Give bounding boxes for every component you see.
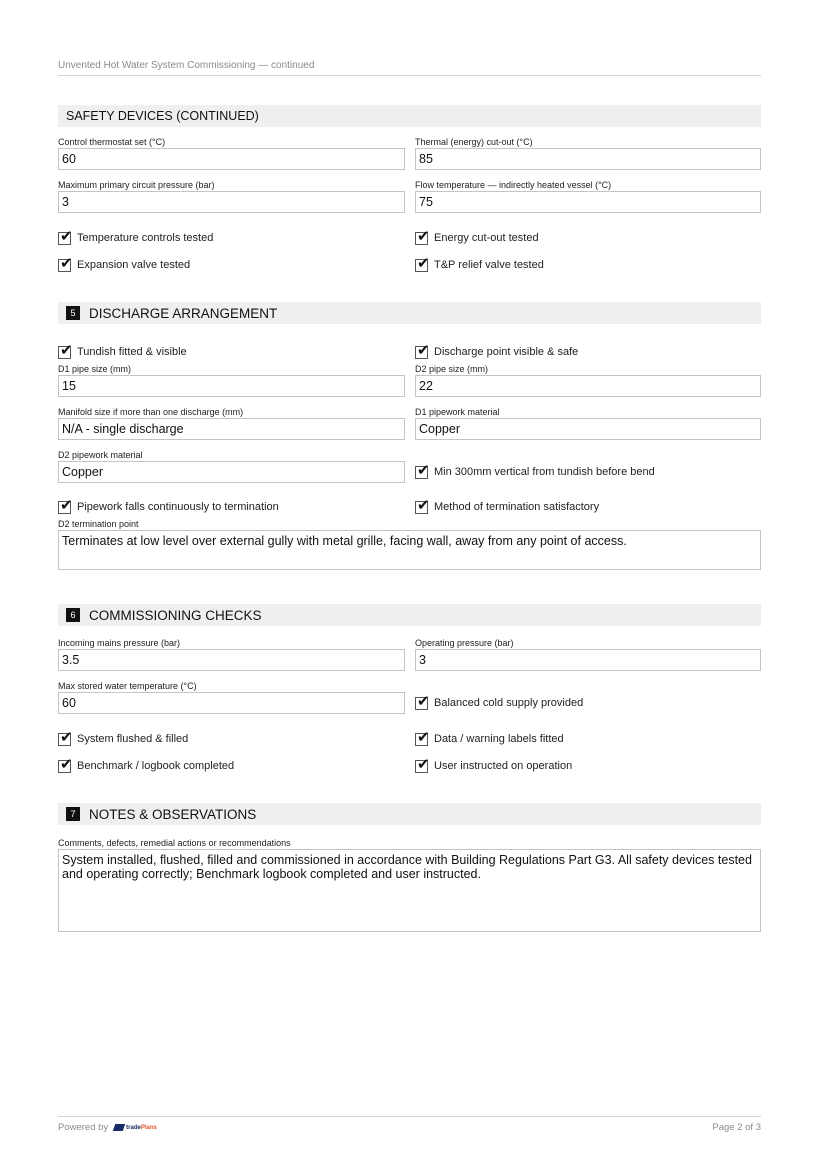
- checkbox-expansion-valve-tested[interactable]: [58, 253, 191, 273]
- checkbox-label: System flushed & filled: [77, 733, 189, 745]
- section-heading-safety-devices: [58, 105, 761, 127]
- checkbox-label: Method of termination satisfactory: [434, 501, 600, 513]
- operating-pressure-field[interactable]: 3: [415, 649, 761, 671]
- section-heading-discharge-arrangement: [58, 302, 761, 324]
- page-footer: [58, 1116, 761, 1133]
- logo-text-trade: trade: [126, 1124, 141, 1131]
- checkbox-label: Balanced cold supply provided: [434, 697, 584, 709]
- thermal-cutout-field[interactable]: 85: [415, 148, 761, 170]
- section-title: NOTES & OBSERVATIONS: [89, 806, 257, 822]
- section-number-badge: 5: [66, 306, 80, 320]
- d2-termination-label: D2 termination point: [58, 519, 139, 529]
- max-primary-pressure-field[interactable]: 3: [58, 191, 405, 213]
- checkbox-temperature-controls-tested[interactable]: [58, 226, 214, 246]
- checkbox-label: Data / warning labels fitted: [434, 733, 564, 745]
- checkbox-box[interactable]: [415, 460, 430, 479]
- check-mark-icon: ✔: [60, 253, 73, 272]
- max-primary-pressure-label: Maximum primary circuit pressure (bar): [58, 180, 215, 190]
- control-thermostat-label: Control thermostat set (°C): [58, 137, 166, 147]
- d2-material-field[interactable]: Copper: [58, 461, 405, 483]
- check-mark-icon: ✔: [417, 727, 430, 746]
- check-mark-icon: ✔: [60, 754, 73, 773]
- check-mark-icon: ✔: [417, 340, 430, 359]
- checkbox-user-instructed[interactable]: [415, 754, 573, 774]
- mains-pressure-field[interactable]: 3.5: [58, 649, 405, 671]
- checkbox-box[interactable]: [58, 727, 73, 746]
- checkbox-min-vertical[interactable]: [415, 460, 655, 480]
- checkbox-label: Pipework falls continuously to termination: [77, 501, 279, 513]
- checkbox-label: Temperature controls tested: [77, 232, 214, 244]
- section-title: SAFETY DEVICES (CONTINUED): [66, 109, 259, 123]
- check-mark-icon: ✔: [417, 754, 430, 773]
- d2-pipe-size-field[interactable]: 22: [415, 375, 761, 397]
- manifold-size-field[interactable]: N/A - single discharge: [58, 418, 405, 440]
- powered-by: [58, 1122, 157, 1133]
- powered-by-text: Powered by: [58, 1122, 109, 1133]
- checkbox-label: Energy cut-out tested: [434, 232, 539, 244]
- mains-pressure-label: Incoming mains pressure (bar): [58, 638, 181, 648]
- section-title: DISCHARGE ARRANGEMENT: [89, 305, 278, 321]
- max-stored-temp-label: Max stored water temperature (°C): [58, 681, 197, 691]
- comments-label: Comments, defects, remedial actions or recommendations: [58, 838, 291, 848]
- check-mark-icon: ✔: [417, 253, 430, 272]
- checkbox-box[interactable]: [415, 754, 430, 773]
- flow-temperature-field[interactable]: 75: [415, 191, 761, 213]
- manifold-size-label: Manifold size if more than one discharge (mm): [58, 407, 244, 417]
- operating-pressure-label: Operating pressure (bar): [415, 638, 514, 648]
- page-header: Unvented Hot Water System Commissioning — continued: [58, 60, 761, 76]
- checkbox-label: Expansion valve tested: [77, 259, 191, 271]
- d1-pipe-size-label: D1 pipe size (mm): [58, 364, 132, 374]
- checkbox-box[interactable]: [415, 691, 430, 710]
- section-heading-notes-observations: [58, 803, 761, 825]
- checkbox-benchmark-completed[interactable]: [58, 754, 235, 774]
- page-number: Page 2 of 3: [712, 1122, 761, 1133]
- checkbox-box[interactable]: [58, 226, 73, 245]
- checkbox-box[interactable]: [58, 495, 73, 514]
- d2-material-label: D2 pipework material: [58, 450, 143, 460]
- checkbox-label: Min 300mm vertical from tundish before bend: [434, 466, 655, 478]
- checkbox-label: Discharge point visible & safe: [434, 346, 579, 358]
- checkbox-discharge-point-visible[interactable]: [415, 340, 579, 360]
- checkbox-energy-cutout-tested[interactable]: [415, 226, 539, 246]
- max-stored-temp-field[interactable]: 60: [58, 692, 405, 714]
- checkbox-tundish-fitted[interactable]: [58, 340, 187, 360]
- d1-material-field[interactable]: Copper: [415, 418, 761, 440]
- section-number-badge: 6: [66, 608, 80, 622]
- checkbox-label: Benchmark / logbook completed: [77, 760, 235, 772]
- check-mark-icon: ✔: [60, 727, 73, 746]
- check-mark-icon: ✔: [60, 226, 73, 245]
- d1-pipe-size-field[interactable]: 15: [58, 375, 405, 397]
- checkbox-system-flushed[interactable]: [58, 727, 189, 747]
- checkbox-termination-method[interactable]: [415, 495, 600, 515]
- checkbox-box[interactable]: [415, 253, 430, 272]
- logo-text-plans: Plans: [140, 1124, 157, 1131]
- check-mark-icon: ✔: [417, 460, 430, 479]
- checkbox-balanced-cold-supply[interactable]: [415, 691, 584, 711]
- check-mark-icon: ✔: [60, 495, 73, 514]
- checkbox-pipework-falls[interactable]: [58, 495, 279, 515]
- checkbox-box[interactable]: [58, 340, 73, 359]
- tradeplans-logo: [114, 1124, 157, 1131]
- section-heading-commissioning-checks: [58, 604, 761, 626]
- checkbox-tp-relief-valve-tested[interactable]: [415, 253, 544, 273]
- checkbox-box[interactable]: [415, 226, 430, 245]
- d1-material-label: D1 pipework material: [415, 407, 500, 417]
- d2-pipe-size-label: D2 pipe size (mm): [415, 364, 489, 374]
- checkbox-box[interactable]: [58, 754, 73, 773]
- checkbox-labels-fitted[interactable]: [415, 727, 564, 747]
- d2-termination-field[interactable]: Terminates at low level over external gully with metal grille, facing wall, away from any point of access.: [58, 530, 761, 570]
- control-thermostat-field[interactable]: 60: [58, 148, 405, 170]
- checkbox-box[interactable]: [415, 727, 430, 746]
- checkbox-box[interactable]: [415, 340, 430, 359]
- logo-mark-icon: [113, 1124, 126, 1131]
- logo-text: [126, 1125, 157, 1131]
- check-mark-icon: ✔: [417, 691, 430, 710]
- flow-temperature-label: Flow temperature — indirectly heated vessel (°C): [415, 180, 612, 190]
- checkbox-box[interactable]: [415, 495, 430, 514]
- section-title: COMMISSIONING CHECKS: [89, 607, 262, 623]
- checkbox-box[interactable]: [58, 253, 73, 272]
- thermal-cutout-label: Thermal (energy) cut-out (°C): [415, 137, 533, 147]
- checkbox-label: Tundish fitted & visible: [77, 346, 187, 358]
- check-mark-icon: ✔: [417, 226, 430, 245]
- section-number-badge: 7: [66, 807, 80, 821]
- checkbox-label: T&P relief valve tested: [434, 259, 544, 271]
- check-mark-icon: ✔: [417, 495, 430, 514]
- comments-field[interactable]: System installed, flushed, filled and commissioned in accordance with Building Regulations Part G3. All safety devices tested and operating correctly; Benchmark logbook completed and user instructed.: [58, 849, 761, 932]
- check-mark-icon: ✔: [60, 340, 73, 359]
- checkbox-label: User instructed on operation: [434, 760, 573, 772]
